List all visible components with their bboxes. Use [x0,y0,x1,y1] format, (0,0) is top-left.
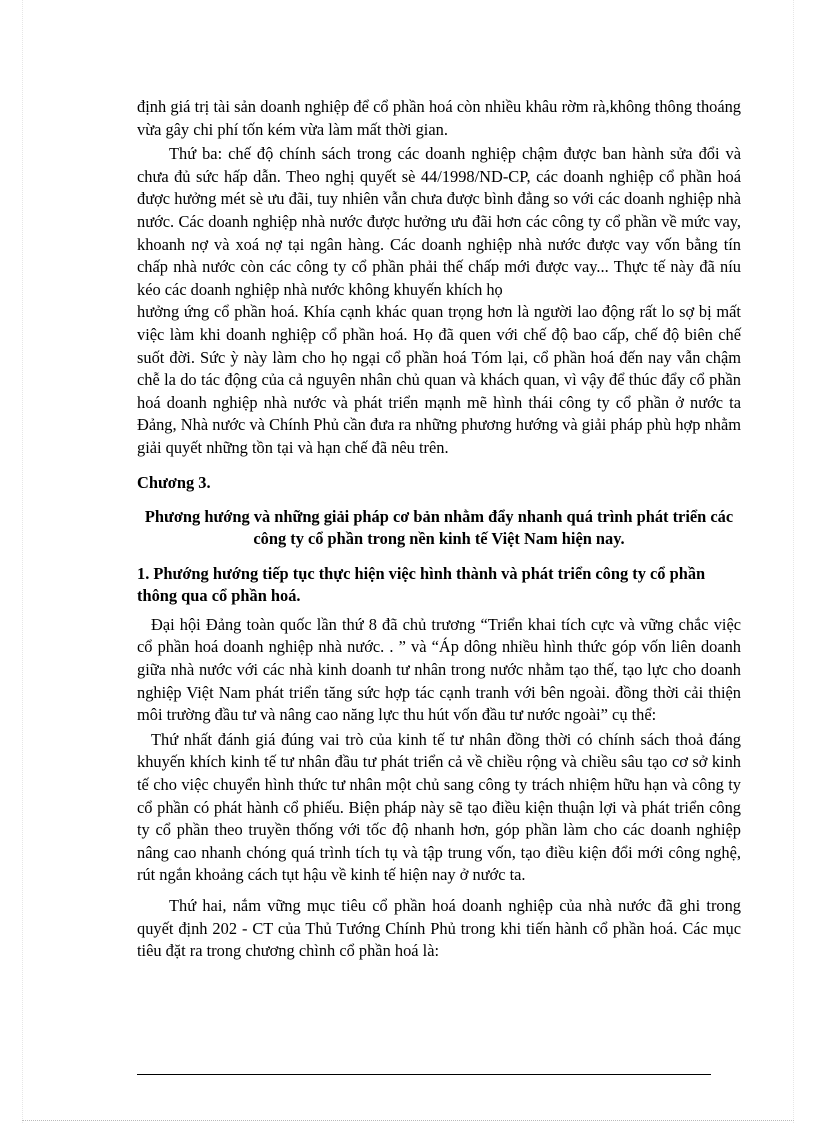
page-bottom-guide [22,1120,794,1121]
footer-rule [137,1074,711,1075]
paragraph-thu-ba: Thứ ba: chế độ chính sách trong các doanh nghiệp chậm được ban hành sửa đổi và chưa đủ sức hấp dẫn. Theo nghị quyết sè 44/1998/ND-CP, các doanh nghiệp cổ phần hoá được hưởng mét sè ưu đãi, tuy nhiên vẫn chưa được bình đẳng so với các doanh nghiệp nhà nước. Các doanh nghiệp nhà nước được hưởng ưu đãi hơn các công ty cổ phần về mức vay, khoanh nợ và xoá nợ tại ngân hàng. Các doanh nghiệp nhà nước được vay vốn bằng tín chấp nhà nước còn các công ty cổ phần phải thế chấp mới được vay... Thực tế này đã níu kéo các doanh nghiệp nhà nước không khuyến khích họ [137,144,741,299]
page-margin-guide-left [22,0,23,1123]
chapter-heading: Chương 3. [137,472,211,492]
paragraph-thu-nhat: Thứ nhất đánh giá đúng vai trò của kinh tế tư nhân đồng thời có chính sách thoả đáng khuyến khích kinh tế tư nhân đầu tư phát triển cả về chiều rộng và chiều sâu tạo cơ sở kinh tế cho việc chuyển hình thức tư nhân một chủ sang công ty trách nhiệm hữu hạn và công ty cổ phần có phát hành cổ phiếu. Biện pháp này sẽ tạo điều kiện thuận lợi và phát triển công ty cổ phần theo truyền thống với tốc độ nhanh hơn, góp phần làm cho các doanh nghiệp nâng cao nhanh chóng quá trình tích tụ và tập trung vốn, tạo điều kiện đổi mới công nghệ, rút ngắn khoảng cách tụt hậu về kinh tế hiện nay ở nước ta. [137,729,741,885]
page-body [137,96,741,963]
chapter-title: Phương hướng và những giải pháp cơ bản nhằm đẩy nhanh quá trình phát triển các công ty cổ phần trong nền kinh tế Việt Nam hiện nay. [144,506,734,549]
section-heading: 1. Phướng hướng tiếp tục thực hiện việc hình thành và phát triển công ty cổ phần thông qua cổ phần hoá. [137,563,706,606]
paragraph-thu-hai: Thứ hai, nắm vững mục tiêu cổ phần hoá doanh nghiệp của nhà nước đã ghi trong quyết định 202 - CT của Thủ Tướng Chính Phủ trong khi tiến hành cổ phần hoá. Các mục tiêu đặt ra trong chương chình cổ phần hoá là: [137,896,741,961]
paragraph-conclusion: hưởng ứng cổ phần hoá. Khía cạnh khác quan trọng hơn là người lao động rất lo sợ bị mất việc làm khi doanh nghiệp cổ phần hoá. Họ đã quen với chế độ bao cấp, chế độ biên chế suốt đời. Sức ỳ này làm cho họ ngại cổ phần hoá Tóm lại, cổ phần hoá đến nay vẫn chậm chễ la do tác động của cả nguyên nhân chủ quan và khách quan, vì vậy để thúc đẩy cổ phần hoá doanh nghiệp nhà nước và phát triển mạnh mẽ hình thái công ty cổ phần ở nước ta Đảng, Nhà nước và Chính Phủ cần đưa ra những phương hướng và giải pháp phù hợp nhằm giải quyết những tồn tại và hạn chế đã nêu trên. [137,302,741,457]
paragraph-continuation: định giá trị tài sản doanh nghiệp để cổ phần hoá còn nhiều khâu rờm rà,không thông thoáng vừa gây chi phí tốn kém vừa làm mất thời gian. [137,97,741,139]
page-margin-guide-right [793,0,794,1123]
paragraph-dai-hoi: Đại hội Đảng toàn quốc lần thứ 8 đã chủ trương “Triển khai tích cực và vững chắc việc cổ phần hoá doanh nghiệp nhà nước. . ” và “Áp dông nhiều hình thức góp vốn liên doanh giữa nhà nước với các nhà kinh doanh tư nhân trong nước nhằm tạo thế, tạo lực cho doanh nghiệp Việt Nam phát triển tăng sức hợp tác cạnh tranh với bên ngoài. đồng thời cải thiện môi trường đầu tư và nâng cao năng lực thu hút vốn đầu tư nước ngoài” cụ thể: [137,614,741,725]
